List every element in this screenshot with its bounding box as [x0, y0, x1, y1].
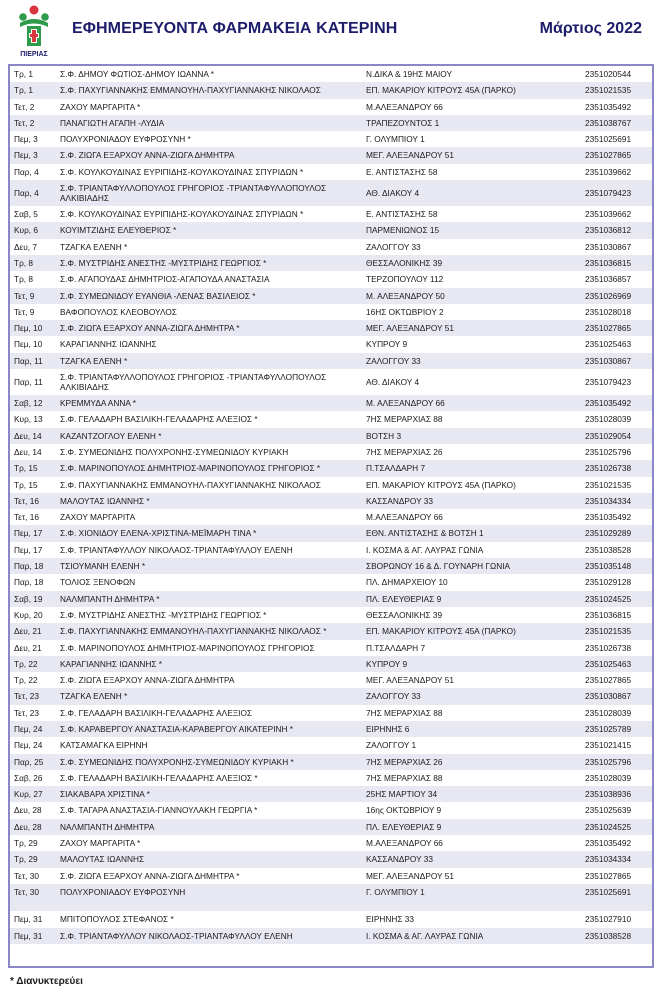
table-row [10, 884, 652, 900]
date-cell: Τρ, 8 [14, 257, 34, 268]
table-row [10, 180, 652, 206]
pharmacy-name-cell: Σ.Φ. ΜΑΡΙΝΟΠΟΥΛΟΣ ΔΗΜΗΤΡΙΟΣ-ΜΑΡΙΝΟΠΟΥΛΟΣ ΓΡΗΓΟΡΙΟΣ [60, 642, 315, 653]
phone-cell: 2351079423 [585, 377, 632, 388]
date-cell: Σαβ, 5 [14, 209, 38, 220]
table-row [10, 672, 652, 688]
phone-cell: 2351024525 [585, 593, 632, 604]
address-cell: Π.ΤΣΑΛΔΑΡΗ 7 [366, 642, 426, 653]
address-cell: ΒΟΤΣΗ 3 [366, 430, 402, 441]
pharmacy-name-cell: Σ.Φ. ΠΑΧΥΓΙΑΝΝΑΚΗΣ ΕΜΜΑΝΟΥΗΛ-ΠΑΧΥΓΙΑΝΝΑΚΗΣ ΝΙΚΟΛΑΟΣ [60, 85, 321, 96]
address-cell: ΜΕΓ. ΑΛΕΞΑΝΔΡΟΥ 51 [366, 870, 454, 881]
phone-cell: 2351021535 [585, 85, 632, 96]
date-cell: Παρ, 4 [14, 166, 39, 177]
pharmacy-name-cell: ΠΟΛΥΧΡΟΝΙΑΔΟΥ ΕΥΦΡΟΣΥΝΗ [60, 886, 186, 897]
pharmacy-name-cell: Σ.Φ. ΖΙΩΓΑ ΕΞΑΡΧΟΥ ΑΝΝΑ-ΖΙΩΓΑ ΔΗΜΗΤΡΑ [60, 150, 235, 161]
phone-cell: 2351036812 [585, 225, 632, 236]
date-cell: Πεμ, 17 [14, 544, 43, 555]
table-row [10, 477, 652, 493]
address-cell: 7ΗΣ ΜΕΡΑΡΧΙΑΣ 88 [366, 772, 443, 783]
address-cell: ΠΑΡΜΕΝΙΩΝΟΣ 15 [366, 225, 440, 236]
pharmacy-name-cell: ΚΡΕΜΜΥΔΑ ΑΝΝΑ * [60, 398, 136, 409]
phone-cell: 2351028039 [585, 414, 632, 425]
phone-cell: 2351029289 [585, 528, 632, 539]
phone-cell: 2351035492 [585, 101, 632, 112]
pharmacy-name-cell: Σ.Φ. ΤΑΓΑΡΑ ΑΝΑΣΤΑΣΙΑ-ΓΙΑΝΝΟΥΛΑΚΗ ΓΕΩΡΓΙΑ * [60, 805, 258, 816]
date-cell: Τετ, 2 [14, 101, 35, 112]
phone-cell: 2351021535 [585, 479, 632, 490]
date-cell: Παρ, 11 [14, 355, 43, 366]
date-cell: Πεμ, 17 [14, 528, 43, 539]
table-row [10, 320, 652, 336]
table-row [10, 705, 652, 721]
date-cell: Παρ, 18 [14, 561, 44, 572]
table-row [10, 444, 652, 460]
phone-cell: 2351030867 [585, 691, 632, 702]
phone-cell: 2351029054 [585, 430, 632, 441]
date-cell: Τρ, 1 [14, 85, 34, 96]
table-row [10, 802, 652, 818]
date-cell: Πεμ, 3 [14, 150, 38, 161]
phone-cell: 2351035492 [585, 512, 632, 523]
table-row [10, 239, 652, 255]
address-cell: Μ.ΑΛΕΞΑΝΔΡΟΥ 66 [366, 838, 443, 849]
address-cell: 16ΗΣ ΟΚΤΩΒΡΙΟΥ 2 [366, 306, 444, 317]
date-cell: Κυρ, 6 [14, 225, 39, 236]
pharmacy-name-cell: Σ.Φ. ΠΑΧΥΓΙΑΝΝΑΚΗΣ ΕΜΜΑΝΟΥΗΛ-ΠΑΧΥΓΙΑΝΝΑΚΗΣ ΝΙΚΟΛΑΟΣ [60, 479, 321, 490]
address-cell: 7ΗΣ ΜΕΡΑΡΧΙΑΣ 88 [366, 707, 443, 718]
pharmacy-name-cell: ΤΖΑΓΚΑ ΕΛΕΝΗ * [60, 241, 128, 252]
address-cell: Μ. ΑΛΕΞΑΝΔΡΟΥ 66 [366, 398, 445, 409]
pharmacy-name-cell: Σ.Φ. ΚΑΡΑΒΕΡΓΟΥ ΑΝΑΣΤΑΣΙΑ-ΚΑΡΑΒΕΡΓΟΥ ΑΙΚΑΤΕΡΙΝΗ * [60, 723, 294, 734]
phone-cell: 2351039662 [585, 209, 632, 220]
address-cell: ΕΠ. ΜΑΚΑΡΙΟΥ ΚΙΤΡΟΥΣ 45Α (ΠΑΡΚΟ) [366, 85, 516, 96]
pharmacy-name-cell: Σ.Φ. ΣΥΜΕΩΝΙΔΗΣ ΠΟΛΥΧΡΟΝΗΣ-ΣΥΜΕΩΝΙΔΟΥ ΚΥΡΙΑΚΗ * [60, 756, 294, 767]
address-cell: ΜΕΓ. ΑΛΕΞΑΝΔΡΟΥ 51 [366, 150, 454, 161]
date-cell: Πεμ, 3 [14, 134, 38, 145]
address-cell: ΚΥΠΡΟΥ 9 [366, 339, 408, 350]
page-header [0, 0, 660, 64]
date-cell: Τετ, 30 [14, 886, 39, 897]
table-row [10, 131, 652, 147]
phone-cell: 2351027865 [585, 323, 632, 334]
table-row [10, 786, 652, 802]
pharmacy-name-cell: Σ.Φ. ΤΡΙΑΝΤΑΦΥΛΛΟΠΟΥΛΟΣ ΓΡΗΓΟΡΙΟΣ -ΤΡΙΑΝΤΑΦΥΛΛΟΠΟΥΛΟΣ ΑΛΚΙΒΙΑΔΗΣ [60, 183, 327, 204]
table-row [10, 928, 652, 944]
address-cell: ΣΒΟΡΩΝΟΥ 16 & Δ. ΓΟΥΝΑΡΗ ΓΩΝΙΑ [366, 561, 511, 572]
pharmacy-name-cell: ΚΑΤΣΑΜΑΓΚΑ ΕΙΡΗΝΗ [60, 740, 148, 751]
table-row [10, 656, 652, 672]
phone-cell: 2351029128 [585, 577, 632, 588]
pharmacy-name-cell: Σ.Φ. ΖΙΩΓΑ ΕΞΑΡΧΟΥ ΑΝΝΑ-ΖΙΩΓΑ ΔΗΜΗΤΡΑ * [60, 323, 240, 334]
table-row [10, 911, 652, 927]
date-cell: Πεμ, 24 [14, 723, 43, 734]
pharmacy-name-cell: Σ.Φ. ΤΡΙΑΝΤΑΦΥΛΛΟΠΟΥΛΟΣ ΓΡΗΓΟΡΙΟΣ -ΤΡΙΑΝΤΑΦΥΛΛΟΠΟΥΛΟΣ ΑΛΚΙΒΙΑΔΗΣ [60, 372, 327, 393]
phone-cell: 2351026738 [585, 463, 632, 474]
address-cell: Ι. ΚΟΣΜΑ & ΑΓ. ΛΑΥΡΑΣ ΓΩΝΙΑ [366, 544, 484, 555]
phone-cell: 2351025691 [585, 886, 632, 897]
pharmacy-name-cell: ΜΑΛΟΥΤΑΣ ΙΩΑΝΝΗΣ * [60, 495, 150, 506]
phone-cell: 2351028039 [585, 707, 632, 718]
table-row [10, 206, 652, 222]
phone-cell: 2351030867 [585, 241, 632, 252]
date-cell: Σαβ, 26 [14, 772, 43, 783]
address-cell: 7ΗΣ ΜΕΡΑΡΧΙΑΣ 26 [366, 756, 443, 767]
pharmacy-association-logo [14, 4, 54, 60]
date-cell: Τρ, 8 [14, 274, 34, 285]
pharmacy-name-cell: Σ.Φ. ΖΙΩΓΑ ΕΞΑΡΧΟΥ ΑΝΝΑ-ΖΙΩΓΑ ΔΗΜΗΤΡΑ * [60, 870, 240, 881]
date-cell: Τρ, 29 [14, 838, 38, 849]
pharmacy-name-cell: ΖΑΧΟΥ ΜΑΡΓΑΡΙΤΑ [60, 512, 136, 523]
address-cell: 7ΗΣ ΜΕΡΑΡΧΙΑΣ 26 [366, 446, 443, 457]
table-row [10, 591, 652, 607]
phone-cell: 2351026969 [585, 290, 632, 301]
address-cell: ΕΙΡΗΝΗΣ 33 [366, 914, 415, 925]
date-cell: Τρ, 22 [14, 658, 38, 669]
phone-cell: 2351030867 [585, 355, 632, 366]
pharmacy-name-cell: Σ.Φ. ΣΥΜΕΩΝΙΔΗΣ ΠΟΛΥΧΡΟΝΗΣ-ΣΥΜΕΩΝΙΔΟΥ ΚΥΡΙΑΚΗ [60, 446, 289, 457]
table-row [10, 460, 652, 476]
date-cell: Δευ, 21 [14, 642, 42, 653]
date-cell: Τρ, 1 [14, 69, 34, 79]
pharmacy-name-cell: ΒΑΦΟΠΟΥΛΟΣ ΚΛΕΟΒΟΥΛΟΣ [60, 306, 177, 317]
phone-cell: 2351035492 [585, 838, 632, 849]
address-cell: Ε. ΑΝΤΙΣΤΑΣΗΣ 58 [366, 166, 438, 177]
phone-cell: 2351027865 [585, 150, 632, 161]
table-row [10, 369, 652, 395]
pharmacy-name-cell: ΜΑΛΟΥΤΑΣ ΙΩΑΝΝΗΣ [60, 854, 145, 865]
table-row [10, 574, 652, 590]
address-cell: ΠΛ. ΔΗΜΑΡΧΕΙΟΥ 10 [366, 577, 448, 588]
pharmacy-name-cell: Σ.Φ. ΤΡΙΑΝΤΑΦΥΛΛΟΥ ΝΙΚΟΛΑΟΣ-ΤΡΙΑΝΤΑΦΥΛΛΟΥ ΕΛΕΝΗ [60, 544, 293, 555]
pharmacy-name-cell: Σ.Φ. ΚΟΥΛΚΟΥΔΙΝΑΣ ΕΥΡΙΠΙΔΗΣ-ΚΟΥΛΚΟΥΔΙΝΑΣ ΣΠΥΡΙΔΩΝ * [60, 166, 304, 177]
table-row [10, 147, 652, 163]
table-row [10, 542, 652, 558]
table-row [10, 255, 652, 271]
address-cell: ΖΑΛΟΓΓΟΥ 33 [366, 355, 421, 366]
table-row [10, 688, 652, 704]
pharmacy-name-cell: ΚΑΡΑΓΙΑΝΝΗΣ ΙΩΑΝΝΗΣ [60, 339, 157, 350]
date-cell: Πεμ, 24 [14, 740, 43, 751]
address-cell: Μ. ΑΛΕΞΑΝΔΡΟΥ 50 [366, 290, 445, 301]
phone-cell: 2351038936 [585, 789, 632, 800]
pharmacy-name-cell: Σ.Φ. ΜΥΣΤΡΙΔΗΣ ΑΝΕΣΤΗΣ -ΜΥΣΤΡΙΔΗΣ ΓΕΩΡΓΙΟΣ * [60, 257, 267, 268]
address-cell: ΕΘΝ. ΑΝΤΙΣΤΑΣΗΣ & ΒΟΤΣΗ 1 [366, 528, 484, 539]
phone-cell: 2351025691 [585, 134, 632, 145]
address-cell: ΠΛ. ΕΛΕΥΘΕΡΙΑΣ 9 [366, 821, 442, 832]
pharmacy-name-cell: Σ.Φ. ΑΓΑΠΟΥΔΑΣ ΔΗΜΗΤΡΙΟΣ-ΑΓΑΠΟΥΔΑ ΑΝΑΣΤΑΣΙΑ [60, 274, 270, 285]
phone-cell: 2351025796 [585, 756, 632, 767]
table-row [10, 353, 652, 369]
date-cell: Τετ, 23 [14, 691, 39, 702]
phone-cell: 2351035148 [585, 561, 632, 572]
table-row [10, 640, 652, 656]
pharmacy-name-cell: Σ.Φ. ΖΙΩΓΑ ΕΞΑΡΧΟΥ ΑΝΝΑ-ΖΙΩΓΑ ΔΗΜΗΤΡΑ [60, 675, 235, 686]
table-row [10, 558, 652, 574]
table-row [10, 770, 652, 786]
phone-cell: 2351025463 [585, 339, 632, 350]
phone-cell: 2351027865 [585, 675, 632, 686]
date-cell: Τρ, 29 [14, 854, 38, 865]
address-cell: ΚΑΣΣΑΝΔΡΟΥ 33 [366, 854, 434, 865]
table-row [10, 754, 652, 770]
table-row [10, 819, 652, 835]
phone-cell: 2351024525 [585, 821, 632, 832]
phone-cell: 2351025789 [585, 723, 632, 734]
table-row [10, 868, 652, 884]
address-cell: ΠΛ. ΕΛΕΥΘΕΡΙΑΣ 9 [366, 593, 442, 604]
date-cell: Κυρ, 20 [14, 609, 43, 620]
table-row [10, 336, 652, 352]
date-cell: Σαβ, 12 [14, 398, 43, 409]
phone-cell: 2351038767 [585, 117, 632, 128]
pharmacy-name-cell: Σ.Φ. ΜΥΣΤΡΙΔΗΣ ΑΝΕΣΤΗΣ -ΜΥΣΤΡΙΔΗΣ ΓΕΩΡΓΙΟΣ * [60, 609, 267, 620]
date-cell: Δευ, 14 [14, 430, 42, 441]
phone-cell: 2351028018 [585, 306, 632, 317]
address-cell: ΖΑΛΟΓΓΟΥ 33 [366, 241, 421, 252]
table-row [10, 222, 652, 238]
address-cell: ΘΕΣΣΑΛΟΝΙΚΗΣ 39 [366, 257, 443, 268]
address-cell: Ε. ΑΝΤΙΣΤΑΣΗΣ 58 [366, 209, 438, 220]
date-cell: Δευ, 7 [14, 241, 38, 252]
phone-cell: 2351034334 [585, 495, 632, 506]
address-cell: 25ΗΣ ΜΑΡΤΙΟΥ 34 [366, 789, 438, 800]
date-cell: Δευ, 21 [14, 626, 42, 637]
table-row [10, 66, 652, 82]
pharmacy-name-cell: Σ.Φ. ΚΟΥΛΚΟΥΔΙΝΑΣ ΕΥΡΙΠΙΔΗΣ-ΚΟΥΛΚΟΥΔΙΝΑΣ ΣΠΥΡΙΔΩΝ * [60, 209, 304, 220]
address-cell: ΚΥΠΡΟΥ 9 [366, 658, 408, 669]
address-cell: ΜΕΓ. ΑΛΕΞΑΝΔΡΟΥ 51 [366, 675, 454, 686]
table-row [10, 509, 652, 525]
table-row [10, 115, 652, 131]
table-row [10, 304, 652, 320]
date-cell: Παρ, 25 [14, 756, 44, 767]
address-cell: ΕΙΡΗΝΗΣ 6 [366, 723, 410, 734]
month-label: Μάρτιος 2022 [539, 20, 642, 37]
address-cell: ΘΕΣΣΑΛΟΝΙΚΗΣ 39 [366, 609, 443, 620]
address-cell: ΑΘ. ΔΙΑΚΟΥ 4 [366, 188, 420, 199]
phone-cell: 2351038528 [585, 544, 632, 555]
date-cell: Τετ, 23 [14, 707, 39, 718]
pharmacy-name-cell: ΤΖΑΓΚΑ ΕΛΕΝΗ * [60, 355, 128, 366]
table-row [10, 851, 652, 867]
pharmacy-name-cell: ΤΖΑΓΚΑ ΕΛΕΝΗ * [60, 691, 128, 702]
table-row [10, 835, 652, 851]
pharmacy-name-cell: ΝΑΛΜΠΑΝΤΗ ΔΗΜΗΤΡΑ [60, 821, 155, 832]
phone-cell: 2351079423 [585, 188, 632, 199]
page-title: ΕΦΗΜΕΡΕΥΟΝΤΑ ΦΑΡΜΑΚΕΙΑ ΚΑΤΕΡΙΝΗ [72, 20, 398, 37]
date-cell: Τετ, 16 [14, 512, 39, 523]
date-cell: Πεμ, 10 [14, 323, 43, 334]
table-body [10, 66, 652, 944]
pharmacy-name-cell: ΖΑΧΟΥ ΜΑΡΓΑΡΙΤΑ * [60, 838, 141, 849]
date-cell: Τετ, 30 [14, 870, 39, 881]
pharmacy-name-cell: Σ.Φ. ΠΑΧΥΓΙΑΝΝΑΚΗΣ ΕΜΜΑΝΟΥΗΛ-ΠΑΧΥΓΙΑΝΝΑΚΗΣ ΝΙΚΟΛΑΟΣ * [60, 626, 327, 637]
phone-cell: 2351034334 [585, 854, 632, 865]
date-cell: Σαβ, 19 [14, 593, 43, 604]
table-row [10, 737, 652, 753]
address-cell: ΚΑΣΣΑΝΔΡΟΥ 33 [366, 495, 434, 506]
table-row [10, 82, 652, 98]
date-cell: Δευ, 28 [14, 805, 42, 816]
pharmacy-name-cell: Σ.Φ. ΓΕΛΑΔΑΡΗ ΒΑΣΙΛΙΚΗ-ΓΕΛΑΔΑΡΗΣ ΑΛΕΞΙΟΣ * [60, 772, 258, 783]
table-row [10, 623, 652, 639]
date-cell: Τρ, 15 [14, 463, 38, 474]
table-row [10, 288, 652, 304]
address-cell: Π.ΤΣΑΛΔΑΡΗ 7 [366, 463, 426, 474]
phone-cell: 2351035492 [585, 398, 632, 409]
pharmacy-name-cell: Σ.Φ. ΜΑΡΙΝΟΠΟΥΛΟΣ ΔΗΜΗΤΡΙΟΣ-ΜΑΡΙΝΟΠΟΥΛΟΣ ΓΡΗΓΟΡΙΟΣ * [60, 463, 321, 474]
pharmacy-name-cell: Σ.Φ. ΤΡΙΑΝΤΑΦΥΛΛΟΥ ΝΙΚΟΛΑΟΣ-ΤΡΙΑΝΤΑΦΥΛΛΟΥ ΕΛΕΝΗ [60, 930, 293, 941]
address-cell: ΜΕΓ. ΑΛΕΞΑΝΔΡΟΥ 51 [366, 323, 454, 334]
address-cell: Μ.ΑΛΕΞΑΝΔΡΟΥ 66 [366, 512, 443, 523]
pharmacy-name-cell: ΜΠΙΤΟΠΟΥΛΟΣ ΣΤΕΦΑΝΟΣ * [60, 914, 174, 925]
date-cell: Τρ, 15 [14, 479, 38, 490]
table-row [10, 271, 652, 287]
address-cell: ΕΠ. ΜΑΚΑΡΙΟΥ ΚΙΤΡΟΥΣ 45Α (ΠΑΡΚΟ) [366, 479, 516, 490]
phone-cell: 2351025639 [585, 805, 632, 816]
date-cell: Τετ, 2 [14, 117, 35, 128]
duty-pharmacies-table [8, 64, 654, 968]
pharmacy-name-cell: Σ.Φ. ΧΙΟΝΙΔΟΥ ΕΛΕΝΑ-ΧΡΙΣΤΙΝΑ-ΜΕΪΜΑΡΗ ΤΙΝΑ * [60, 528, 257, 539]
phone-cell: 2351020544 [585, 69, 632, 79]
address-cell: ΤΕΡΖΟΠΟΥΛΟΥ 112 [366, 274, 444, 285]
pharmacy-name-cell: ΚΑΖΑΝΤΖΟΓΛΟΥ ΕΛΕΝΗ * [60, 430, 162, 441]
address-cell: Ν.ΔΙΚΑ & 19ΗΣ ΜΑΙΟΥ [366, 69, 453, 79]
address-cell: 7ΗΣ ΜΕΡΑΡΧΙΑΣ 88 [366, 414, 443, 425]
phone-cell: 2351025796 [585, 446, 632, 457]
phone-cell: 2351039662 [585, 166, 632, 177]
date-cell: Πεμ, 31 [14, 930, 43, 941]
address-cell: ΖΑΛΟΓΓΟΥ 1 [366, 740, 417, 751]
table-spacer-row [10, 900, 652, 911]
phone-cell: 2351025463 [585, 658, 632, 669]
address-cell: ΕΠ. ΜΑΚΑΡΙΟΥ ΚΙΤΡΟΥΣ 45Α (ΠΑΡΚΟ) [366, 626, 516, 637]
pharmacy-name-cell: Σ.Φ. ΓΕΛΑΔΑΡΗ ΒΑΣΙΛΙΚΗ-ΓΕΛΑΔΑΡΗΣ ΑΛΕΞΙΟΣ [60, 707, 253, 718]
address-cell: Γ. ΟΛΥΜΠΙΟΥ 1 [366, 134, 425, 145]
date-cell: Κυρ, 27 [14, 789, 43, 800]
table-row [10, 525, 652, 541]
phone-cell: 2351021535 [585, 626, 632, 637]
date-cell: Πεμ, 10 [14, 339, 43, 350]
pharmacy-name-cell: ΤΟΛΙΟΣ ΞΕΝΟΦΩΝ [60, 577, 136, 588]
address-cell: ΑΘ. ΔΙΑΚΟΥ 4 [366, 377, 420, 388]
phone-cell: 2351036815 [585, 609, 632, 620]
table-row [10, 164, 652, 180]
date-cell: Τετ, 16 [14, 495, 39, 506]
pharmacy-name-cell: ΚΑΡΑΓΙΑΝΝΗΣ ΙΩΑΝΝΗΣ * [60, 658, 163, 669]
date-cell: Πεμ, 31 [14, 914, 43, 925]
phone-cell: 2351038528 [585, 930, 632, 941]
logo-text: ΠΙΕΡΙΑΣ [20, 51, 48, 58]
address-cell: Μ.ΑΛΕΞΑΝΔΡΟΥ 66 [366, 101, 443, 112]
address-cell: Ι. ΚΟΣΜΑ & ΑΓ. ΛΑΥΡΑΣ ΓΩΝΙΑ [366, 930, 484, 941]
pharmacy-name-cell: ΠΟΛΥΧΡΟΝΙΑΔΟΥ ΕΥΦΡΟΣΥΝΗ * [60, 134, 191, 145]
table-row [10, 395, 652, 411]
pharmacy-name-cell: Σ.Φ. ΔΗΜΟΥ ΦΩΤΙΟΣ-ΔΗΜΟΥ ΙΩΑΝΝΑ * [60, 69, 215, 79]
phone-cell: 2351026738 [585, 642, 632, 653]
date-cell: Παρ, 18 [14, 577, 44, 588]
pharmacy-name-cell: ΤΣΙΟΥΜΑΝΗ ΕΛΕΝΗ * [60, 561, 146, 572]
table-row [10, 99, 652, 115]
table-row [10, 721, 652, 737]
phone-cell: 2351021415 [585, 740, 632, 751]
phone-cell: 2351028039 [585, 772, 632, 783]
pharmacy-name-cell: ΚΟΥΙΜΤΖΙΔΗΣ ΕΛΕΥΘΕΡΙΟΣ * [60, 225, 177, 236]
table-row [10, 607, 652, 623]
pharmacy-name-cell: ΣΙΑΚΑΒΑΡΑ ΧΡΙΣΤΙΝΑ * [60, 789, 150, 800]
phone-cell: 2351027910 [585, 914, 632, 925]
phone-cell: 2351036857 [585, 274, 632, 285]
pharmacy-name-cell: ΠΑΝΑΓΙΩΤΗ ΑΓΑΠΗ -ΛΥΔΙΑ [60, 117, 165, 128]
table-row [10, 493, 652, 509]
date-cell: Τρ, 22 [14, 675, 38, 686]
date-cell: Δευ, 28 [14, 821, 42, 832]
phone-cell: 2351027865 [585, 870, 632, 881]
pharmacy-name-cell: Σ.Φ. ΣΥΜΕΩΝΙΔΟΥ ΕΥΑΝΘΙΑ -ΛΕΝΑΣ ΒΑΣΙΛΕΙΟΣ * [60, 290, 256, 301]
date-cell: Τετ, 9 [14, 290, 35, 301]
table-row [10, 428, 652, 444]
pharmacy-name-cell: ΝΑΛΜΠΑΝΤΗ ΔΗΜΗΤΡΑ * [60, 593, 160, 604]
pharmacy-name-cell: ΖΑΧΟΥ ΜΑΡΓΑΡΙΤΑ * [60, 101, 141, 112]
date-cell: Δευ, 14 [14, 446, 42, 457]
address-cell: Γ. ΟΛΥΜΠΙΟΥ 1 [366, 886, 425, 897]
phone-cell: 2351036815 [585, 257, 632, 268]
footnote: * Διανυκτερεύει [10, 976, 83, 987]
date-cell: Παρ, 11 [14, 377, 43, 388]
date-cell: Τετ, 9 [14, 306, 35, 317]
address-cell: ΖΑΛΟΓΓΟΥ 33 [366, 691, 421, 702]
date-cell: Παρ, 4 [14, 188, 39, 199]
date-cell: Κυρ, 13 [14, 414, 43, 425]
table-row [10, 411, 652, 427]
address-cell: ΤΡΑΠΕΖΟΥΝΤΟΣ 1 [366, 117, 440, 128]
pharmacy-name-cell: Σ.Φ. ΓΕΛΑΔΑΡΗ ΒΑΣΙΛΙΚΗ-ΓΕΛΑΔΑΡΗΣ ΑΛΕΞΙΟΣ * [60, 414, 258, 425]
address-cell: 16ης ΟΚΤΩΒΡΙΟΥ 9 [366, 805, 442, 816]
